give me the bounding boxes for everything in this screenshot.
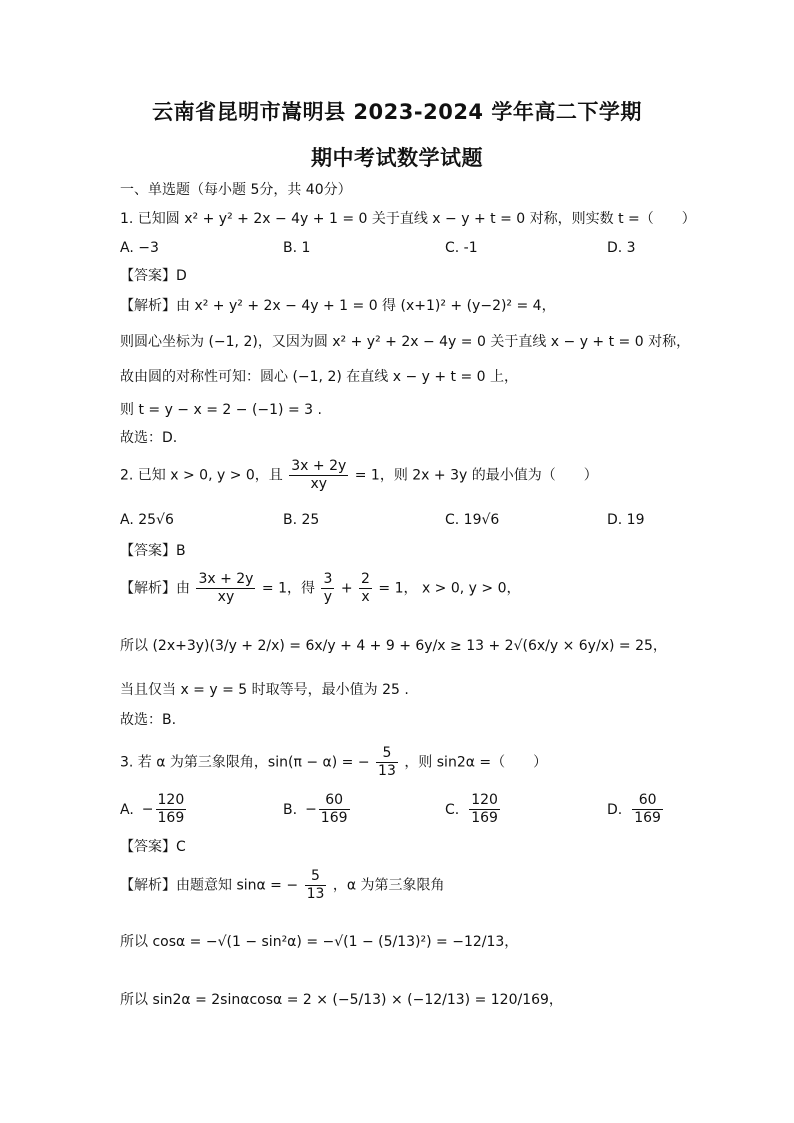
q3-stem-fraction: [376, 745, 398, 780]
q2-condition-fraction: [289, 458, 348, 493]
q3-analysis-numerator: 5: [305, 868, 327, 886]
q2-analysis-line-4: 故选：B.: [120, 712, 177, 728]
q2-analysis-pre: 【解析】由: [120, 580, 190, 597]
q3-analysis-denominator: 13: [306, 886, 325, 902]
q3-option-c-numerator: 120: [471, 792, 498, 808]
q2-fraction-2-over-x: [359, 571, 372, 606]
q2-fraction-3-over-y-numerator: 3: [323, 571, 333, 587]
q3-option-c-fraction: [469, 792, 500, 827]
q2-analysis-condition-fraction: [196, 571, 255, 606]
q2-option-b: B. 25: [283, 512, 320, 528]
q3-analysis-post: ，α 为第三象限角: [332, 877, 445, 894]
q3-option-a-fraction: [156, 792, 187, 827]
q2-stem-post: = 1，则 2x + 3y 的最小值为（ ）: [354, 467, 598, 484]
q3-option-c: [445, 792, 502, 827]
q1-analysis-line-1: 【解析】由 x² + y² + 2x − 4y + 1 = 0 得 (x+1)² + (y−2)² = 4，: [120, 298, 556, 314]
q3-option-a-label: A.: [120, 801, 134, 818]
q2-option-a: A. 25√6: [120, 512, 174, 528]
q2-option-d: D. 19: [607, 512, 645, 528]
q3-analysis-fraction: [305, 868, 327, 903]
q2-stem: [120, 458, 598, 493]
q1-stem: 1. 已知圆 x² + y² + 2x − 4y + 1 = 0 关于直线 x − y + t = 0 对称，则实数 t =（ ）: [120, 211, 696, 227]
q3-stem-post: ，则 sin2α =（ ）: [404, 754, 548, 771]
q3-option-b-numerator: 60: [319, 792, 350, 810]
q2-analysis-line-3: 当且仅当 x = y = 5 时取等号，最小值为 25 .: [120, 682, 409, 698]
q2-option-c: C. 19√6: [445, 512, 500, 528]
q2-analysis-line-2: 所以 (2x+3y)(3/y + 2/x) = 6x/y + 4 + 9 + 6y/x ≥ 13 + 2√(6x/y × 6y/x) = 25，: [120, 638, 667, 654]
q1-analysis-line-3: 故由圆的对称性可知：圆心 (−1, 2) 在直线 x − y + t = 0 上，: [120, 369, 519, 385]
q3-stem: [120, 745, 547, 780]
q1-analysis-line-4: 则 t = y − x = 2 − (−1) = 3 .: [120, 402, 322, 418]
q3-stem-numerator: 5: [376, 745, 398, 763]
q2-fraction-3-over-y-denominator: y: [323, 589, 333, 605]
q3-analysis-line-2: 所以 cosα = −√(1 − sin²α) = −√(1 − (5/13)²) = −12/13，: [120, 934, 519, 950]
q2-fraction-2-over-x-denominator: x: [361, 589, 370, 605]
q2-answer: 【答案】B: [120, 543, 186, 559]
q1-option-b: B. 1: [283, 240, 311, 256]
q3-answer: 【答案】C: [120, 839, 186, 855]
q2-analysis-line-1: [120, 571, 521, 606]
q2-stem-pre: 2. 已知 x > 0, y > 0，且: [120, 467, 283, 484]
q2-condition-numerator: 3x + 2y: [291, 458, 347, 474]
q3-option-b-denominator: 169: [320, 810, 348, 826]
q3-option-b: [283, 792, 352, 827]
q2-plus-sign: +: [340, 580, 353, 597]
q1-answer: 【答案】D: [120, 268, 187, 284]
section-heading: 一、单选题（每小题 5分，共 40分）: [120, 182, 352, 198]
q3-option-b-fraction: [319, 792, 350, 827]
q3-stem-pre: 3. 若 α 为第三象限角，sin(π − α) = −: [120, 754, 370, 771]
q2-condition-denominator: xy: [310, 476, 328, 492]
q1-option-c: C. -1: [445, 240, 478, 256]
q2-fraction-2-over-x-numerator: 2: [361, 571, 370, 587]
q3-option-a-denominator: 169: [157, 810, 185, 826]
q2-fraction-3-over-y: [321, 571, 334, 606]
q3-option-c-denominator: 169: [471, 810, 498, 826]
q3-option-d-denominator: 169: [634, 810, 661, 826]
q2-analysis-condition-numerator: 3x + 2y: [198, 571, 254, 587]
q3-option-d-fraction: [632, 792, 663, 827]
q3-option-d-label: D.: [607, 801, 623, 818]
q3-option-a: [120, 792, 188, 827]
q2-analysis-condition-denominator: xy: [217, 589, 235, 605]
q3-analysis-line-1: [120, 868, 445, 903]
q3-option-b-label: B.: [283, 801, 298, 818]
q3-option-d-numerator: 60: [632, 792, 663, 810]
q3-stem-denominator: 13: [378, 763, 396, 779]
q2-analysis-post: = 1， x > 0, y > 0，: [378, 580, 521, 597]
q3-option-c-label: C.: [445, 801, 460, 818]
document-title-line-2: 期中考试数学试题: [311, 146, 483, 170]
q1-option-a: A. −3: [120, 240, 159, 256]
q3-option-d: [607, 792, 665, 827]
q1-option-d: D. 3: [607, 240, 636, 256]
q3-option-a-numerator: 120: [157, 792, 185, 808]
q1-analysis-line-2: 则圆心坐标为 (−1, 2)，又因为圆 x² + y² + 2x − 4y = 0 关于直线 x − y + t = 0 对称，: [120, 334, 691, 350]
q3-analysis-pre: 【解析】由题意知 sinα = −: [120, 877, 299, 894]
q1-analysis-line-5: 故选：D.: [120, 430, 178, 446]
q3-option-b-sign: −: [305, 801, 317, 818]
q3-analysis-line-3: 所以 sin2α = 2sinαcosα = 2 × (−5/13) × (−12/13) = 120/169，: [120, 992, 563, 1008]
q2-analysis-mid: = 1，得: [261, 580, 316, 597]
q3-option-a-sign: −: [141, 801, 154, 818]
document-title-line-1: 云南省昆明市嵩明县 2023-2024 学年高二下学期: [152, 100, 642, 124]
